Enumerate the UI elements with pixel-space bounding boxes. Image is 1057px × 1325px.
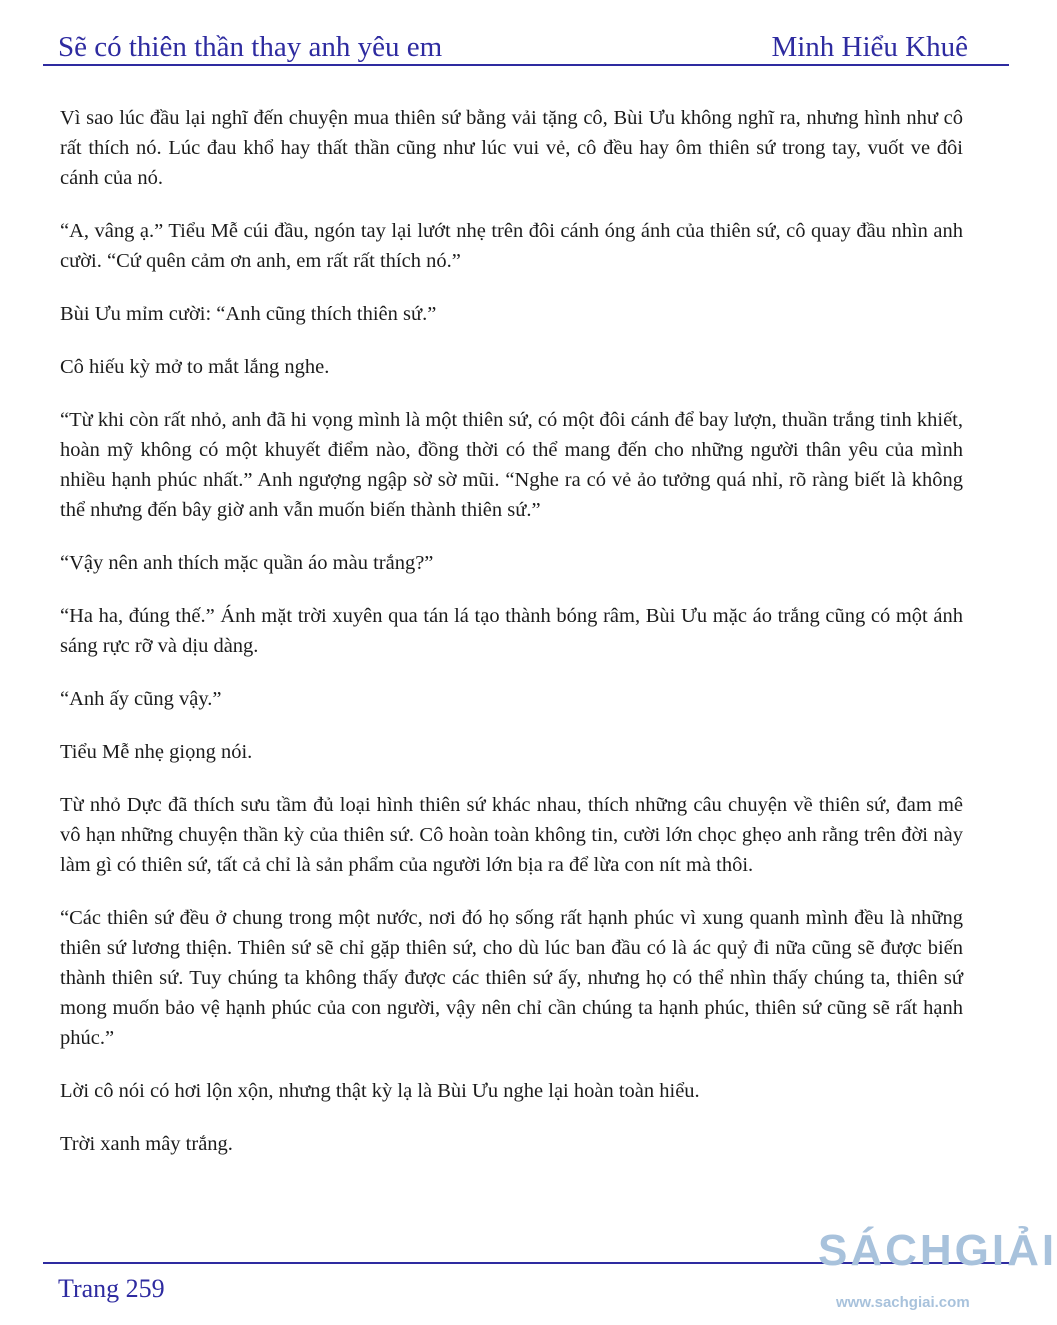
paragraph: “Các thiên sứ đều ở chung trong một nước, nơi đó họ sống rất hạnh phúc vì xung quanh mình đều là những thiên sứ lương thiện. Thiên sứ sẽ chỉ gặp thiên sứ, cho dù lúc ban đầu có là ác quỷ đi nữa cũng sẽ được biến thành thiên sứ. Tuy chúng ta không thấy được các thiên sứ ấy, nhưng họ có thể nhìn thấy chúng ta, thiên sứ mong muốn bảo vệ hạnh phúc của con người, vậy nên chỉ cần chúng ta hạnh phúc, thiên sứ cũng sẽ rất hạnh phúc.” xyxy=(60,907,963,1049)
paragraph: “A, vâng ạ.” Tiểu Mễ cúi đầu, ngón tay lại lướt nhẹ trên đôi cánh óng ánh của thiên sứ, cô quay đầu nhìn anh cười. “Cứ quên cảm ơn anh, em rất rất thích nó.” xyxy=(60,220,963,272)
paragraph: “Anh ấy cũng vậy.” xyxy=(60,688,222,710)
watermark-url: www.sachgiai.com xyxy=(836,1294,970,1311)
page-header xyxy=(58,24,968,64)
book-title: Sẽ có thiên thần thay anh yêu em xyxy=(58,31,443,63)
watermark-logo: SÁCHGIẢI xyxy=(818,1226,1057,1275)
paragraph: Lời cô nói có hơi lộn xộn, nhưng thật kỳ lạ là Bùi Ưu nghe lại hoàn toàn hiểu. xyxy=(60,1080,700,1102)
paragraph: “Ha ha, đúng thế.” Ánh mặt trời xuyên qua tán lá tạo thành bóng râm, Bùi Ưu mặc áo trắng cũng có một ánh sáng rực rỡ và dịu dàng. xyxy=(60,605,963,657)
paragraph: Trời xanh mây trắng. xyxy=(60,1133,233,1155)
page-number: Trang 259 xyxy=(58,1274,165,1303)
paragraph: Bùi Ưu mỉm cười: “Anh cũng thích thiên sứ.” xyxy=(60,303,437,325)
paragraph: Từ nhỏ Dực đã thích sưu tầm đủ loại hình thiên sứ khác nhau, thích những câu chuyện về thiên sứ, đam mê vô hạn những chuyện thần kỳ của thiên sứ. Cô hoàn toàn không tin, cười lớn chọc ghẹo anh rằng trên đời này làm gì có thiên sứ, tất cả chỉ là sản phẩm của người lớn bịa ra để lừa con nít mà thôi. xyxy=(60,794,963,876)
author-name: Minh Hiểu Khuê xyxy=(771,31,968,63)
paragraph: Vì sao lúc đầu lại nghĩ đến chuyện mua thiên sứ bằng vải tặng cô, Bùi Ưu không nghĩ ra, nhưng hình như cô rất thích nó. Lúc đau khổ hay thất thần cũng như lúc vui vẻ, cô đều hay ôm thiên sứ trong tay, vuốt ve đôi cánh của nó. xyxy=(60,107,963,189)
paragraph: “Vậy nên anh thích mặc quần áo màu trắng?” xyxy=(60,552,434,574)
header-divider xyxy=(43,64,1009,66)
paragraph: Tiểu Mễ nhẹ giọng nói. xyxy=(60,741,253,763)
paragraph: Cô hiếu kỳ mở to mắt lắng nghe. xyxy=(60,356,330,378)
page-body xyxy=(60,103,963,1182)
paragraph: “Từ khi còn rất nhỏ, anh đã hi vọng mình là một thiên sứ, có một đôi cánh để bay lượn, thuần trắng tinh khiết, hoàn mỹ không có một khuyết điểm nào, đồng thời có thể mang đến cho những người thân yêu của mình nhiều hạnh phúc nhất.” Anh ngượng ngập sờ sờ mũi. “Nghe ra có vẻ ảo tưởng quá nhỉ, rõ ràng biết là không thể nhưng đến bây giờ anh vẫn muốn biến thành thiên sứ.” xyxy=(60,409,963,521)
watermark xyxy=(818,1226,1057,1320)
